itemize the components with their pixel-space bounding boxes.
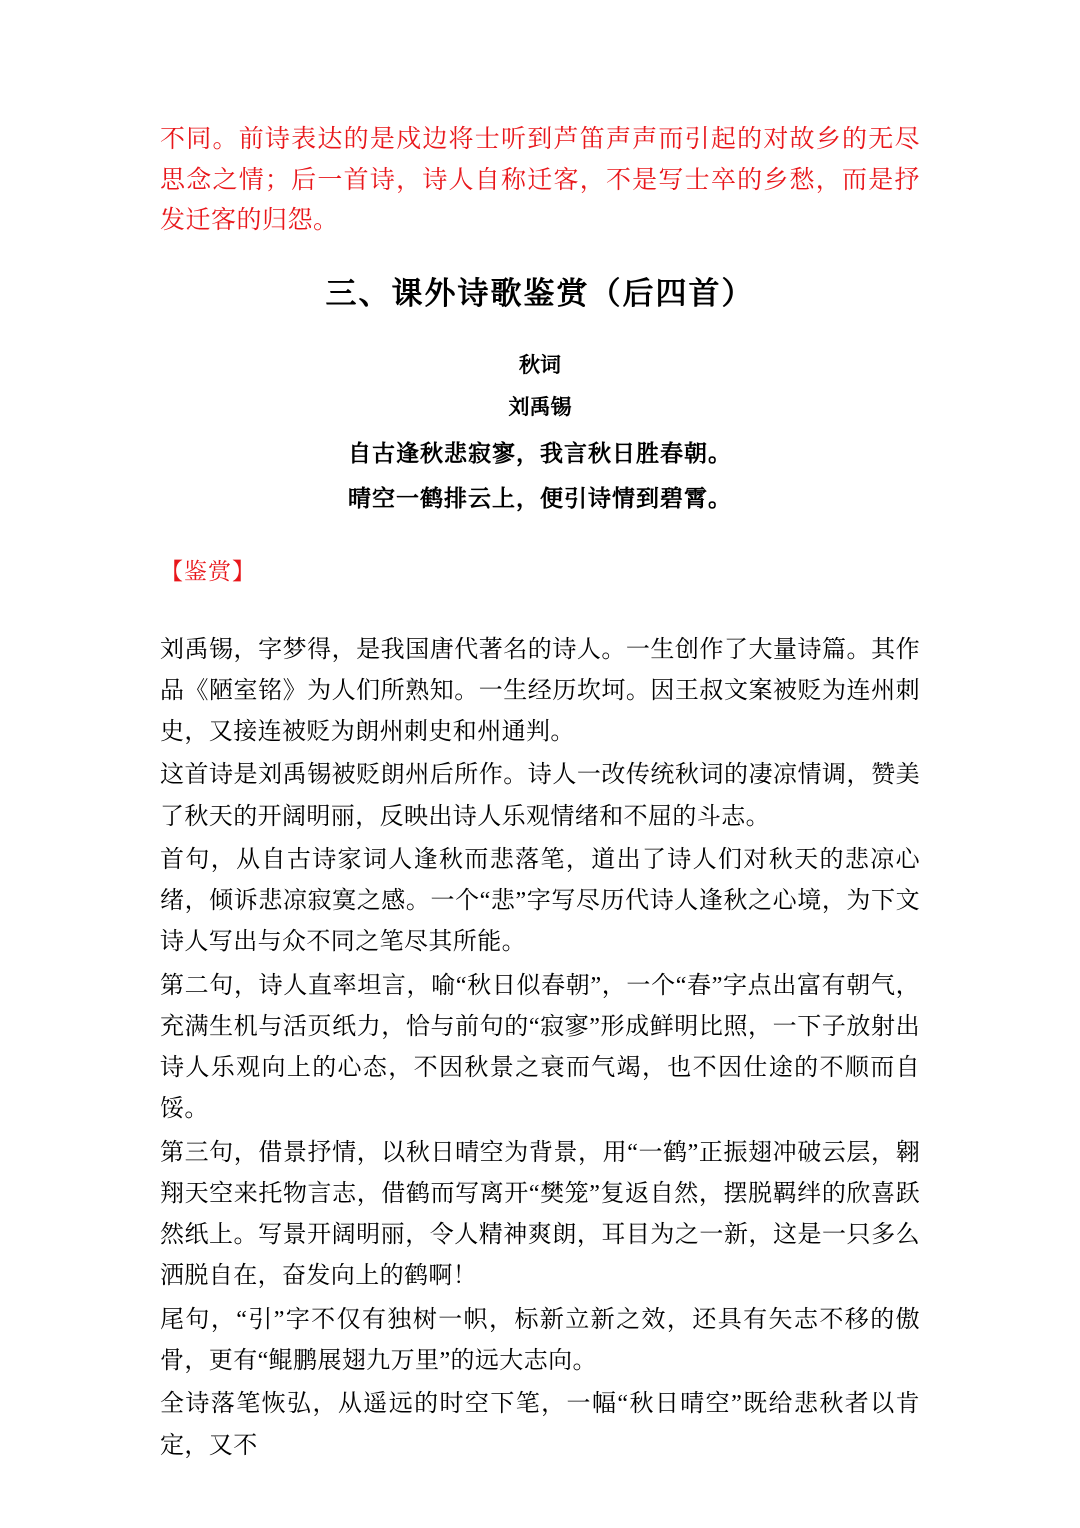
poem-author: 刘禹锡 [508,395,572,419]
body-paragraph: 第二句，诗人直率坦言，喻“秋日似春朝”，一个“春”字点出富有朝气，充满生机与活页纸力，恰与前句的“寂寥”形成鲜明比照，一下子放射出诗人乐观向上的心态，不因秋景之衰而气竭，也不因仕途的不顺而自馁。 [160,972,920,1123]
appreciation-heading: 【鉴赏】 [160,558,256,584]
body-paragraph: 这首诗是刘禹锡被贬朗州后所作。诗人一改传统秋词的凄凉情调，赞美了秋天的开阔明丽，反映出诗人乐观情绪和不屈的斗志。 [160,762,920,830]
body-paragraph: 首句，从自古诗家词人逢秋而悲落笔，道出了诗人们对秋天的悲凉心绪，倾诉悲凉寂寞之感。一个“悲”字写尽历代诗人逢秋之心境，为下文诗人写出与众不同之笔尽其所能。 [160,846,920,956]
body-paragraph: 刘禹锡，字梦得，是我国唐代著名的诗人。一生创作了大量诗篇。其作品《陋室铭》为人们所熟知。一生经历坎坷。因王叔文案被贬为连州刺史，又接连被贬为朗州刺史和州通判。 [160,636,920,746]
poem-line: 自古逢秋悲寂寥，我言秋日胜春朝。 [348,439,732,466]
poem-block [160,349,920,513]
section-title: 三、课外诗歌鉴赏（后四首） [325,275,755,311]
body-paragraph: 尾句，“引”字不仅有独树一帜，标新立新之效，还具有矢志不移的傲骨，更有“鲲鹏展翅九万里”的远大志向。 [160,1306,920,1375]
intro-note-paragraph: 不同。前诗表达的是戍边将士听到芦笛声声而引起的对故乡的无尽思念之情；后一首诗，诗人自称迁客，不是写士卒的乡愁，而是抒发迁客的归怨。 [160,126,920,234]
poem-line: 晴空一鹤排云上，便引诗情到碧霄。 [348,484,732,511]
body-paragraph: 第三句，借景抒情，以秋日晴空为背景，用“一鹤”正振翅冲破云层，翱翔天空来托物言志，借鹤而写离开“樊笼”复返自然，摆脱羁绊的欣喜跃然纸上。写景开阔明丽，令人精神爽朗，耳目为之一新，这是一只多么洒脱自在，奋发向上的鹤啊！ [160,1139,920,1290]
appreciation-body [160,630,920,1467]
poem-title: 秋词 [519,353,561,377]
body-paragraph: 全诗落笔恢弘，从遥远的时空下笔，一幅“秋日晴空”既给悲秋者以肯定，又不 [160,1391,920,1459]
